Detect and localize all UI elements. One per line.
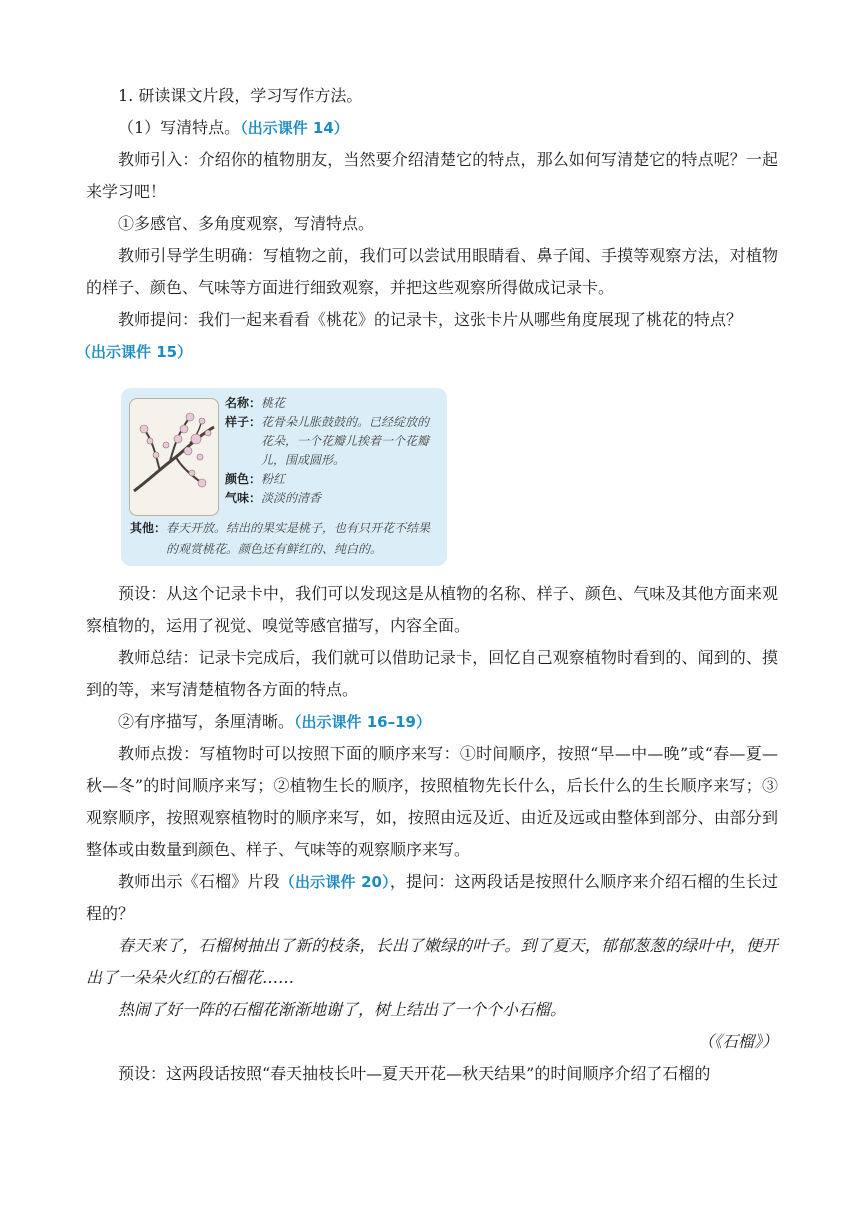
- card-label: 颜色：: [225, 472, 262, 486]
- card-row-other: [130, 518, 442, 560]
- peach-branch-icon: [130, 399, 218, 515]
- point-observe: ①多感官、多角度观察，写清特点。: [118, 214, 375, 233]
- subheading-features: [86, 112, 778, 144]
- card-value: 桃花: [261, 396, 286, 410]
- card-label: 名称：: [225, 396, 262, 410]
- quote-source: （《石榴》）: [697, 1032, 778, 1051]
- question-text-b: ，提问：这两段话是按照什么顺序来介绍石榴的生长过程的？: [86, 872, 778, 923]
- card-row-smell: [225, 489, 441, 508]
- point-order-text: ②有序描写，条厘清晰。: [118, 712, 295, 731]
- record-card: [121, 388, 447, 566]
- card-label: 气味：: [225, 491, 262, 505]
- paragraph-summary: 教师总结：记录卡完成后，我们就可以借助记录卡，回忆自己观察植物时看到的、闻到的、摸到的等，来写清楚植物各方面的特点。: [86, 648, 778, 699]
- card-value: 花骨朵儿胀鼓鼓的。已经绽放的花朵，一个花瓣儿挨着一个花瓣儿，围成圆形。: [261, 415, 430, 467]
- card-row-shape: [225, 413, 441, 470]
- card-fields: [225, 394, 441, 508]
- card-label: 其他：: [130, 521, 167, 535]
- question-text-a: 教师出示《石榴》片段: [118, 872, 280, 891]
- courseware-ref-15: [76, 336, 778, 368]
- card-label: 样子：: [225, 415, 262, 429]
- card-row-name: [225, 394, 441, 413]
- courseware-ref: （出示课件 14）: [240, 119, 349, 137]
- paragraph-tips: 教师点拨：写植物时可以按照下面的顺序来写：①时间顺序，按照“早—中—晚”或“春—夏—秋—冬”的时间顺序来写；②植物生长的顺序，按照植物先长什么，后长什么的生长顺序来写；③观察顺序，按照观察植物时的顺序来写，如，按照由远及近、由近及远或由整体到部分、由部分到整体或由数量到颜色、样子、气味等的观察顺序来写。: [86, 744, 778, 859]
- section-upper: [76, 80, 778, 368]
- point-order: [86, 706, 778, 738]
- card-value: 淡淡的清香: [261, 491, 322, 505]
- quote-paragraph-1: 春天来了，石榴树抽出了新的枝条，长出了嫩绿的叶子。到了夏天，郁郁葱葱的绿叶中，便开出了一朵朵火红的石榴花……: [86, 936, 778, 987]
- peach-blossom-image: [129, 398, 219, 516]
- courseware-ref: （出示课件 20）: [279, 873, 390, 891]
- section-lower: [86, 578, 778, 1090]
- card-value: 粉红: [261, 472, 286, 486]
- paragraph-intro: 教师引入：介绍你的植物朋友，当然要介绍清楚它的特点，那么如何写清楚它的特点呢？一起来学习吧！: [86, 150, 778, 201]
- courseware-ref-label: （出示课件 15）: [76, 343, 193, 361]
- paragraph-guide: 教师引导学生明确：写植物之前，我们可以尝试用眼睛看、鼻子闻、手摸等观察方法，对植物的样子、颜色、气味等方面进行细致观察，并把这些观察所得做成记录卡。: [86, 246, 778, 297]
- paragraph-preset-1: 预设：从这个记录卡中，我们可以发现这是从植物的名称、样子、颜色、气味及其他方面来观察植物的，运用了视觉、嗅觉等感官描写，内容全面。: [86, 584, 778, 635]
- courseware-ref: （出示课件 16–19）: [294, 713, 431, 731]
- card-value: 春天开放。结出的果实是桃子，也有只开花不结果的观赏桃花。颜色还有鲜红的、纯白的。: [166, 521, 431, 556]
- card-row-color: [225, 470, 441, 489]
- step-heading: 1. 研读课文片段，学习写作方法。: [118, 86, 363, 105]
- paragraph-preset-2: 预设：这两段话按照“春天抽枝长叶—夏天开花—秋天结果”的时间顺序介绍了石榴的: [118, 1064, 711, 1083]
- paragraph-pomegranate-question: [86, 866, 778, 930]
- paragraph-question: 教师提问：我们一起来看看《桃花》的记录卡，这张卡片从哪些角度展现了桃花的特点？: [118, 310, 743, 329]
- subheading-text: （1）写清特点。: [118, 118, 241, 137]
- quote-paragraph-2: 热闹了好一阵的石榴花渐渐地谢了，树上结出了一个个小石榴。: [118, 1000, 567, 1019]
